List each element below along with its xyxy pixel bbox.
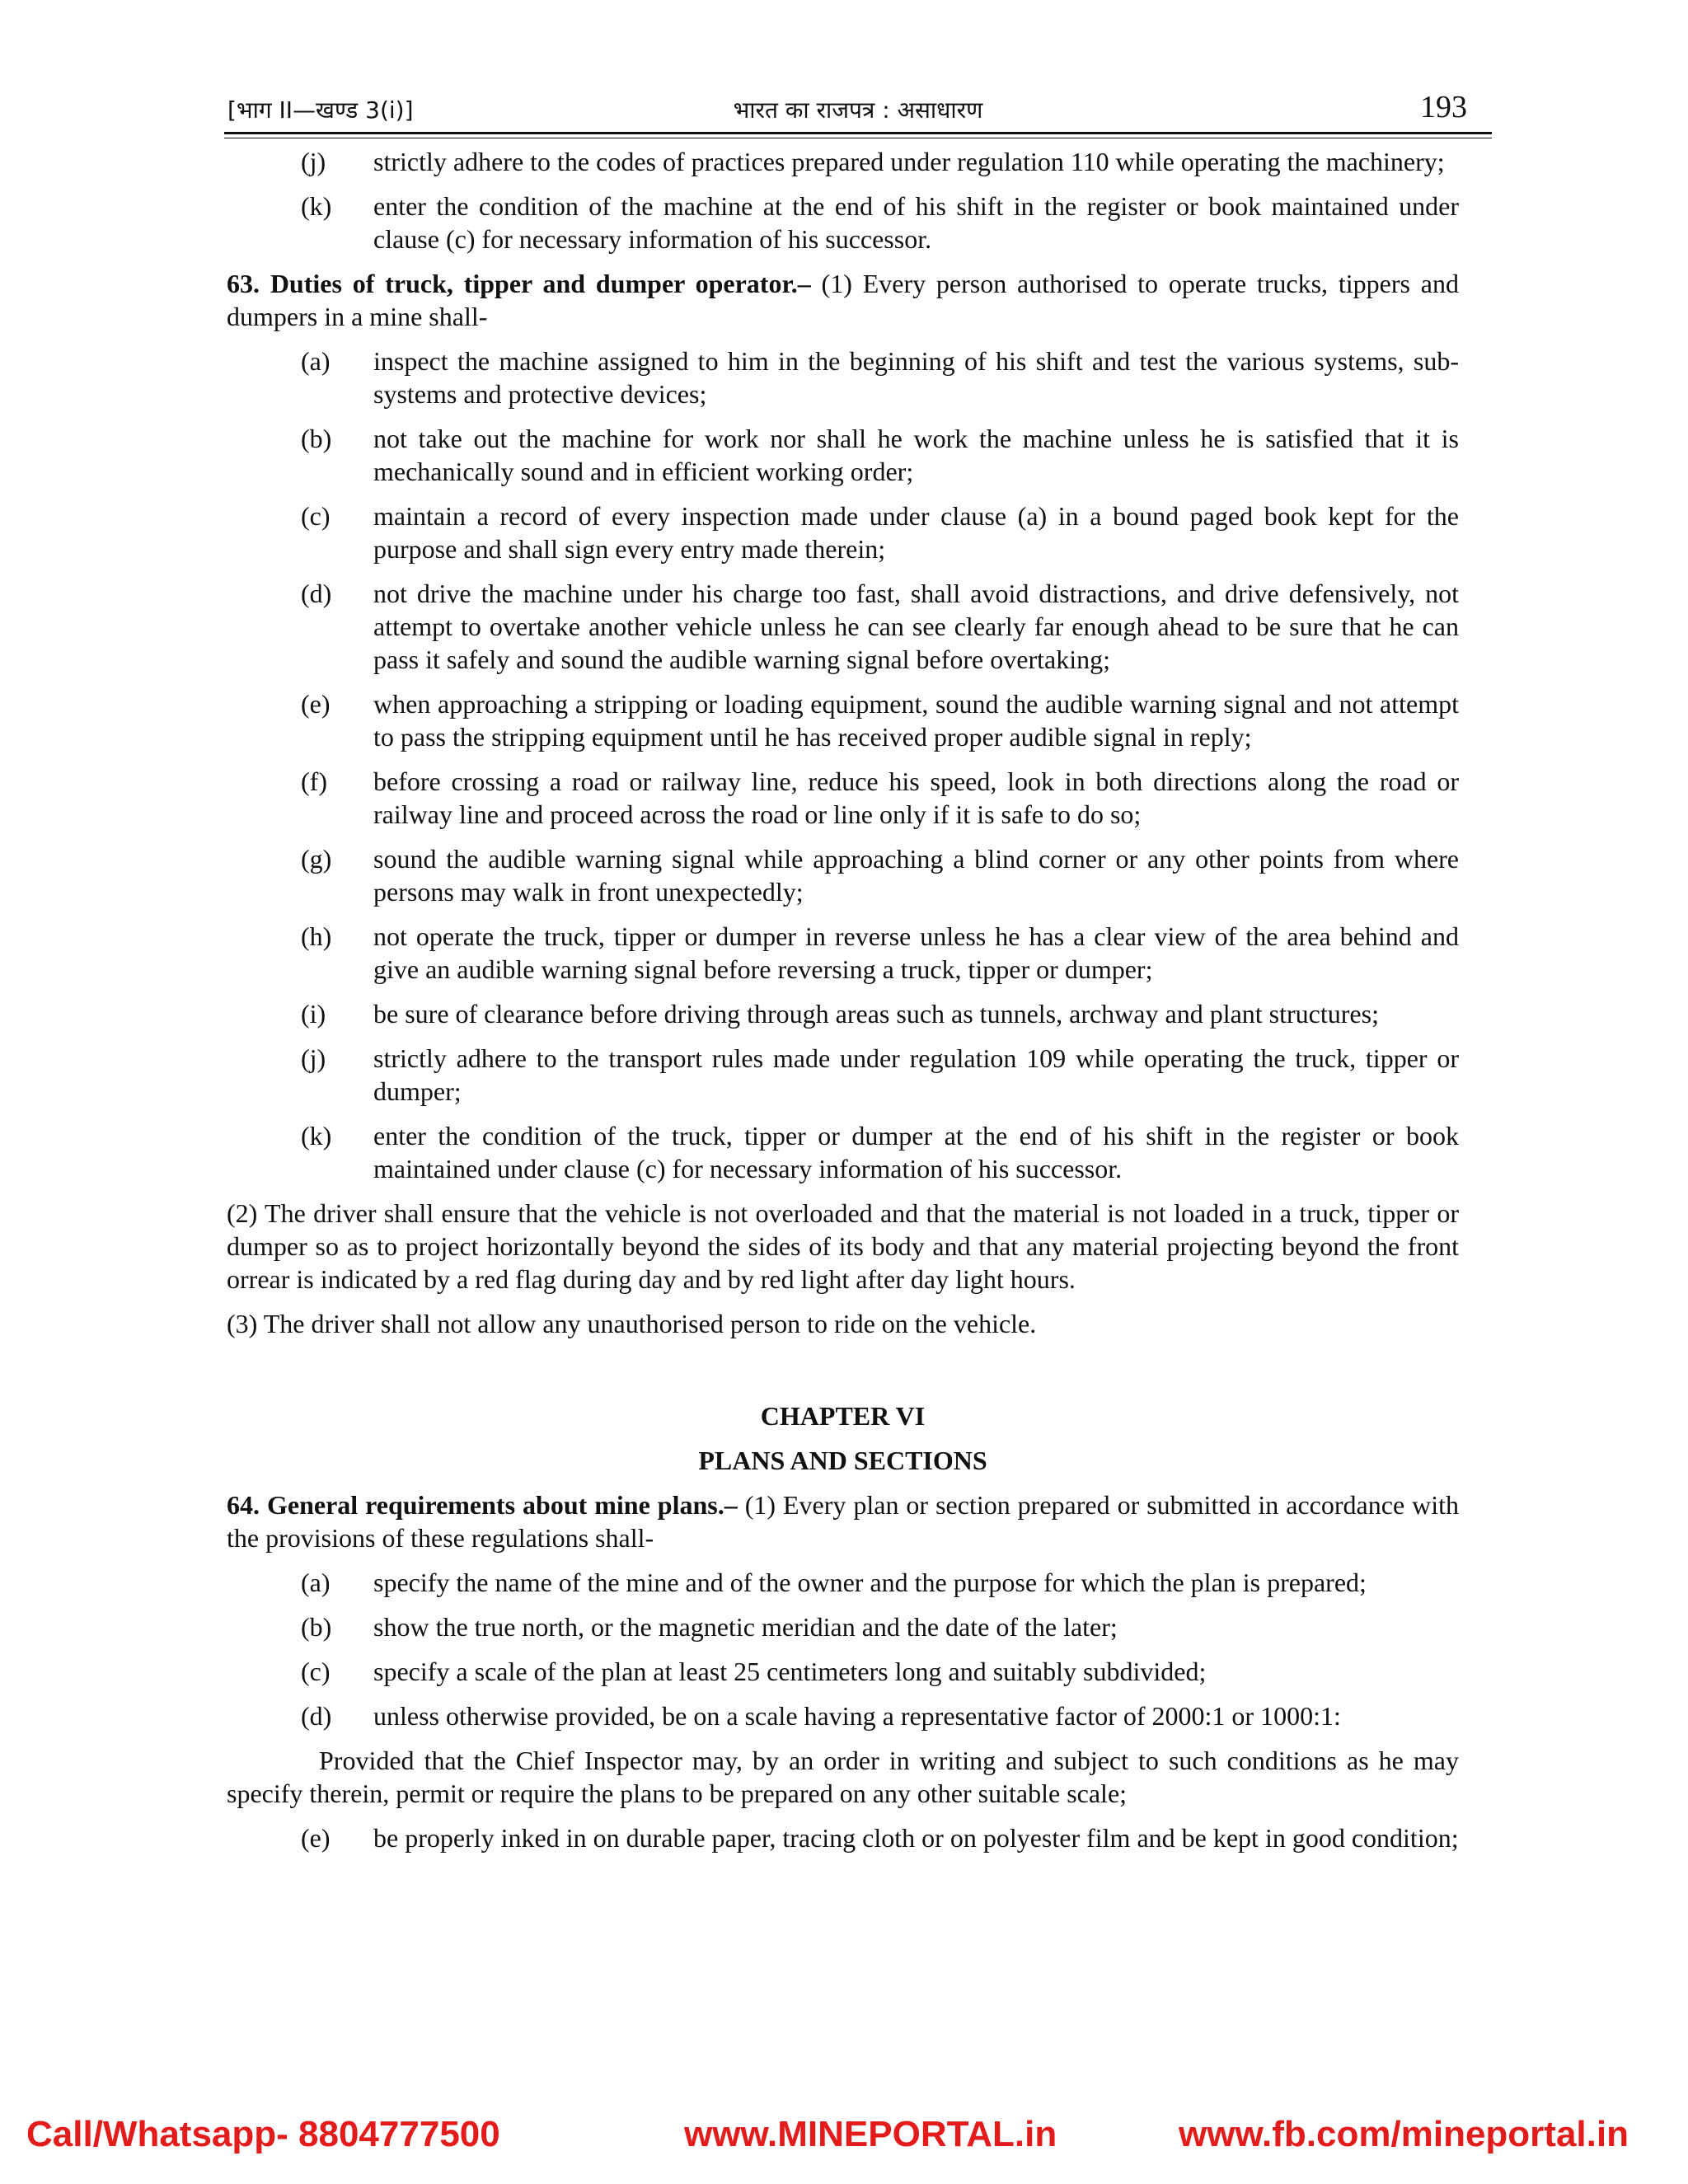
item-text: strictly adhere to the transport rules made under regulation 109 while operating the truck, tipper or dumper; <box>373 1043 1459 1106</box>
item-label: (i) <box>301 999 326 1029</box>
section-63-subsection-3: (3) The driver shall not allow any unauthorised person to ride on the vehicle. <box>227 1309 1037 1338</box>
item-text: inspect the machine assigned to him in the beginning of his shift and test the various systems, sub-systems and protective devices; <box>373 346 1459 409</box>
list-item <box>227 1042 1459 1108</box>
proviso-paragraph: Provided that the Chief Inspector may, by an order in writing and subject to such conditions as he may specify therein, permit or require the plans to be prepared on any other suitable scale; <box>227 1746 1459 1808</box>
list-item <box>227 997 1459 1030</box>
item-text: maintain a record of every inspection made under clause (a) in a bound paged book kept for the purpose and shall sign every entry made therein; <box>373 501 1459 564</box>
section-64-intro-text: (1) Every plan or section prepared or submitted in accordance with the provisions of these regulations shall- <box>227 1490 1460 1553</box>
chapter-number: CHAPTER VI <box>760 1401 926 1431</box>
item-label: (b) <box>301 1612 332 1642</box>
section-63-intro <box>227 267 1459 333</box>
item-text: not operate the truck, tipper or dumper in reverse unless he has a clear view of the area behind and give an audible warning signal before reversing a truck, tipper or dumper; <box>373 921 1459 984</box>
list-item <box>227 1610 1459 1643</box>
list-item <box>227 920 1459 986</box>
item-text: when approaching a stripping or loading equipment, sound the audible warning signal and not attempt to pass the stripping equipment until he has received proper audible signal in reply; <box>373 689 1459 752</box>
item-text: be properly inked in on durable paper, tracing cloth or on polyester film and be kept in good condition; <box>373 1823 1459 1853</box>
header-rule-thick <box>224 132 1492 134</box>
item-text: enter the condition of the machine at the end of his shift in the register or book maintained under clause (c) for necessary information of his successor. <box>373 191 1459 254</box>
list-item <box>227 687 1459 753</box>
header-gazette-title: भारत का राजपत्र : असाधारण <box>733 96 983 124</box>
item-text: strictly adhere to the codes of practices prepared under regulation 110 while operating the machinery; <box>373 147 1445 176</box>
item-label: (b) <box>301 424 332 453</box>
item-label: (k) <box>301 191 332 221</box>
list-item <box>227 190 1459 255</box>
footer-facebook-link[interactable]: www.fb.com/mineportal.in <box>1179 2114 1629 2154</box>
section-64-intro <box>227 1488 1459 1554</box>
list-item <box>227 842 1459 908</box>
item-text: enter the condition of the truck, tipper or dumper at the end of his shift in the register or book maintained under clause (c) for necessary information of his successor. <box>373 1121 1459 1183</box>
item-label: (e) <box>301 689 331 719</box>
item-label: (g) <box>301 844 332 874</box>
list-item <box>227 1119 1459 1185</box>
list-item <box>227 765 1459 831</box>
item-label: (k) <box>301 1121 332 1151</box>
list-item <box>227 499 1459 565</box>
item-text: unless otherwise provided, be on a scale having a representative factor of 2000:1 or 1000:1: <box>373 1701 1341 1731</box>
item-text: specify a scale of the plan at least 25 centimeters long and suitably subdivided; <box>373 1657 1207 1686</box>
item-text: show the true north, or the magnetic meridian and the date of the later; <box>373 1612 1118 1642</box>
list-item <box>227 577 1459 676</box>
item-text: not drive the machine under his charge too fast, shall avoid distractions, and drive defensively, not attempt to overtake another vehicle unless he can see clearly far enough ahead to be sure that he can pass it safely and sound the audible warning signal before overtaking; <box>373 579 1459 674</box>
list-item <box>227 422 1459 488</box>
promo-footer <box>0 2114 1688 2163</box>
list-item <box>227 1821 1459 1854</box>
section-64-heading: 64. General requirements about mine plans.– <box>227 1490 738 1520</box>
section-63-intro-text: (1) Every person authorised to operate trucks, tippers and dumpers in a mine shall- <box>227 269 1460 331</box>
section-63-subsection-2: (2) The driver shall ensure that the vehicle is not overloaded and that the material is not loaded in a truck, tipper or dumper so as to project horizontally beyond the sides of its body and that any material projecting beyond the front orrear is indicated by a red flag during day and by red light after day light hours. <box>227 1198 1459 1294</box>
page-number: 193 <box>1420 90 1467 124</box>
item-label: (j) <box>301 1043 326 1073</box>
item-label: (d) <box>301 1701 332 1731</box>
item-label: (a) <box>301 1568 331 1597</box>
item-label: (a) <box>301 346 331 376</box>
section-63-heading: 63. Duties of truck, tipper and dumper operator.– <box>227 269 811 298</box>
item-label: (e) <box>301 1823 331 1853</box>
chapter-title: PLANS AND SECTIONS <box>698 1446 987 1475</box>
item-text: before crossing a road or railway line, reduce his speed, look in both directions along the road or railway line and proceed across the road or line only if it is safe to do so; <box>373 766 1459 829</box>
item-label: (j) <box>301 147 326 176</box>
item-text: specify the name of the mine and of the owner and the purpose for which the plan is prepared; <box>373 1568 1367 1597</box>
item-label: (c) <box>301 1657 331 1686</box>
item-text: sound the audible warning signal while approaching a blind corner or any other points from where persons may walk in front unexpectedly; <box>373 844 1459 907</box>
document-body <box>227 145 1459 1866</box>
item-label: (h) <box>301 921 332 951</box>
list-item <box>227 1699 1459 1732</box>
list-item <box>227 145 1459 178</box>
list-item <box>227 344 1459 410</box>
item-label: (f) <box>301 766 327 796</box>
item-text: not take out the machine for work nor shall he work the machine unless he is satisfied that it is mechanically sound and in efficient working order; <box>373 424 1459 486</box>
list-item <box>227 1655 1459 1688</box>
header-part-label: [भाग II—खण्ड 3(i)] <box>227 96 414 124</box>
item-label: (c) <box>301 501 331 531</box>
item-label: (d) <box>301 579 332 608</box>
item-text: be sure of clearance before driving through areas such as tunnels, archway and plant structures; <box>373 999 1379 1029</box>
footer-website-link[interactable]: www.MINEPORTAL.in <box>684 2114 1057 2154</box>
page-header <box>224 92 1492 129</box>
footer-phone: Call/Whatsapp- 8804777500 <box>26 2114 500 2154</box>
list-item <box>227 1566 1459 1599</box>
